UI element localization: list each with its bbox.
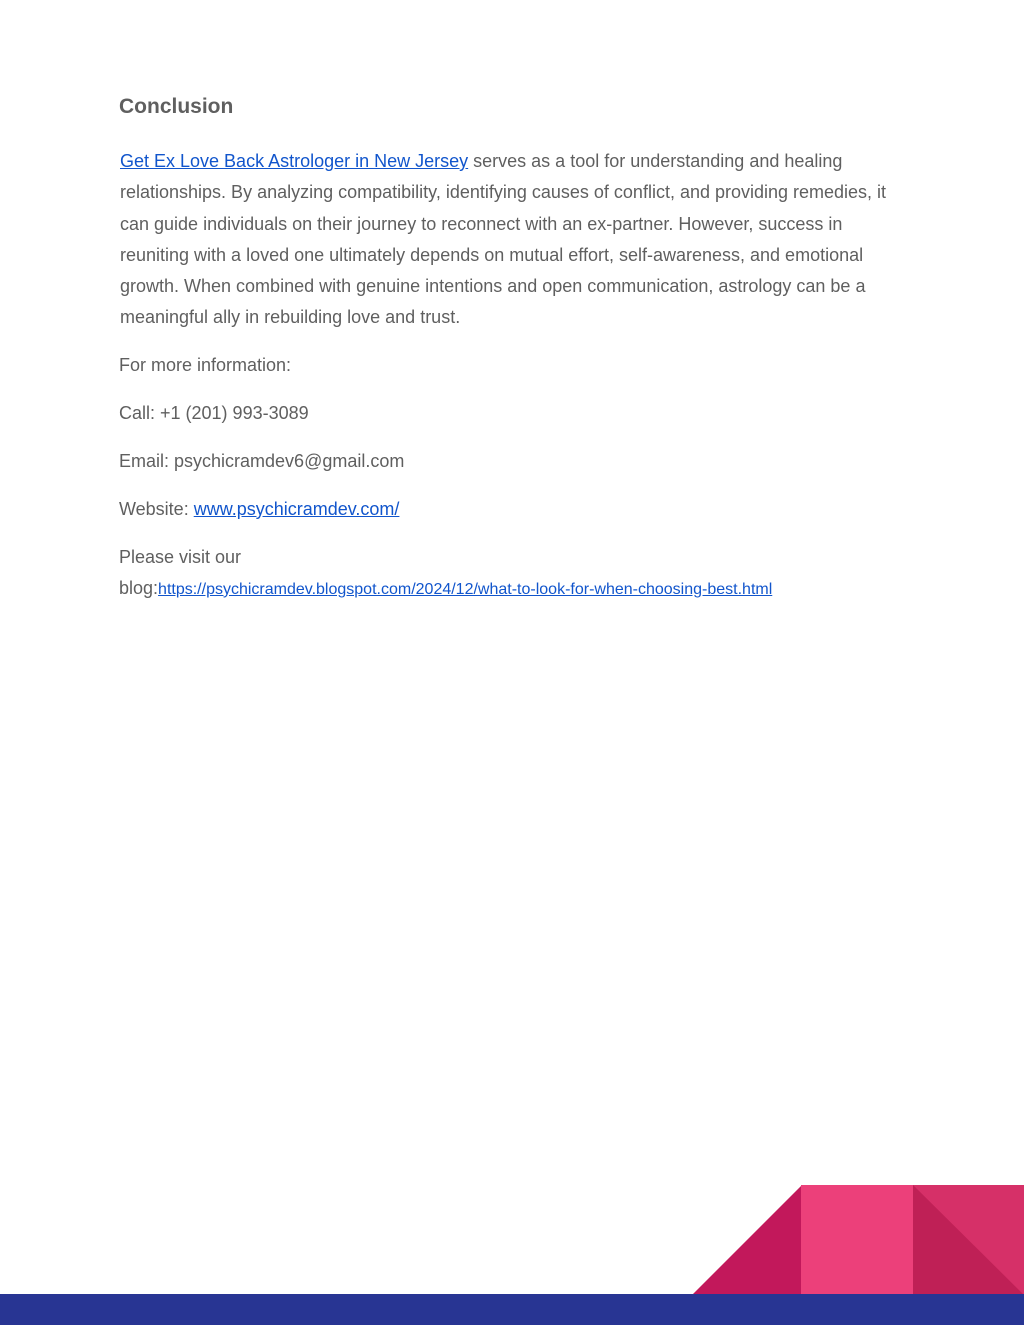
footer-bar — [0, 1294, 1024, 1325]
pink-square-middle — [801, 1185, 914, 1295]
conclusion-body-text: serves as a tool for understanding and healing relationships. By analyzing compatibility, identifying causes of conflict, and providing remedies, it can guide individuals on their journey to reconnect with an ex-partner. However, success in reuniting with a loved one ultimately depends on mutual effort, self-awareness, and emotional growth. When combined with genuine intentions and open communication, astrology can be a meaningful ally in rebuilding love and trust. — [120, 151, 887, 328]
astrologer-link[interactable]: Get Ex Love Back Astrologer in New Jersey — [120, 151, 469, 171]
phone-line: Call: +1 (201) 993-3089 — [119, 402, 309, 423]
blog-link[interactable]: https://psychicramdev.blogspot.com/2024/12/what-to-look-for-when-choosing-best.html — [158, 580, 773, 598]
website-link[interactable]: www.psychicramdev.com/ — [193, 498, 400, 519]
blog-label: blog: — [119, 577, 159, 598]
conclusion-heading: Conclusion — [119, 95, 234, 118]
pink-triangle-left — [692, 1185, 802, 1295]
website-label: Website: — [119, 498, 194, 519]
more-info-label: For more information: — [119, 354, 292, 375]
email-line: Email: psychicramdev6@gmail.com — [119, 450, 405, 471]
blog-intro: Please visit our — [119, 546, 242, 567]
